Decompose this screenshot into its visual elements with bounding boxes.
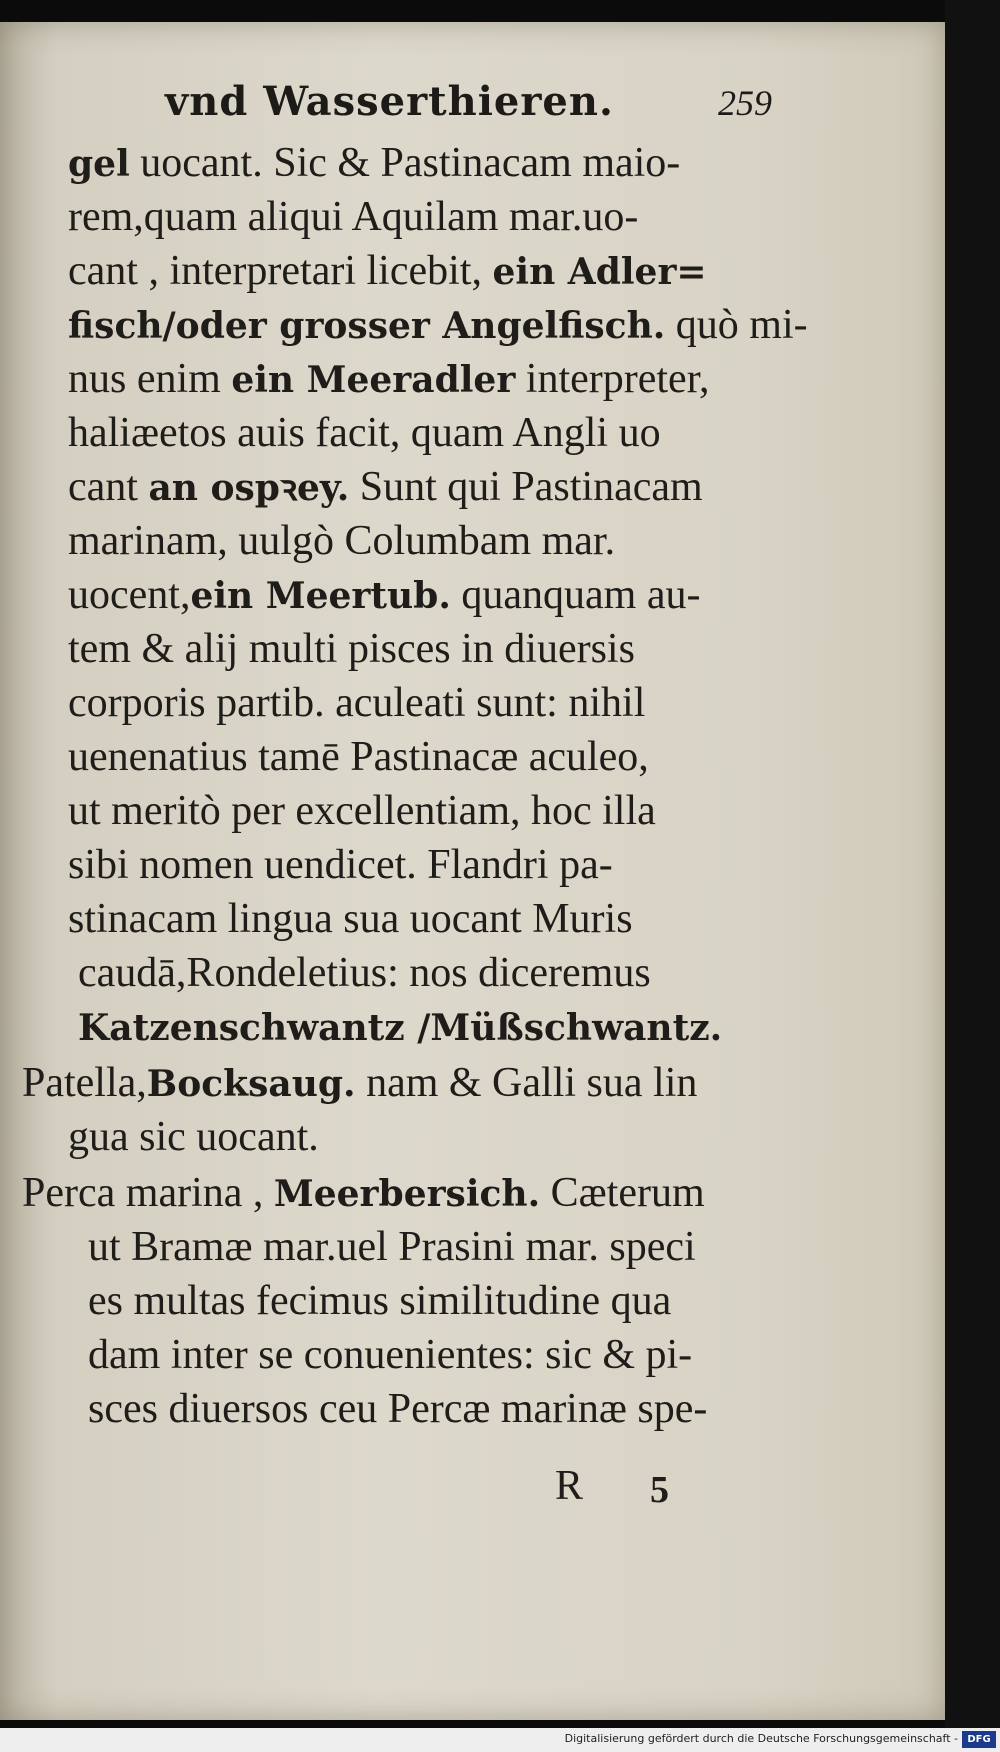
scan-border [945,0,1000,1752]
latin-text: uocant. Sic & Pastinacam maio- [129,140,681,186]
latin-text: marinam, uulgò Columbam mar. [68,518,616,564]
text-line [68,138,680,188]
blackletter-word: gel [68,143,130,185]
text-line [88,1384,707,1434]
latin-text: rem,quam aliqui Aquilam mar.uo- [68,194,639,240]
latin-text: Sunt qui Pastinacam [349,464,703,510]
running-head: vnd Wasserthieren. [165,78,614,125]
latin-text: quanquam au- [450,572,701,618]
dfg-logo: DFG [962,1731,996,1748]
latin-text: sibi nomen uendicet. Flandri pa- [68,842,613,888]
latin-text: gua sic uocant. [68,1114,319,1160]
text-line [68,408,661,458]
text-line [68,516,615,566]
latin-text: corporis partib. aculeati sunt: nihil [68,680,646,726]
text-line [78,948,651,998]
latin-text: ut Bramæ mar.uel Prasini mar. speci [88,1224,696,1270]
text-line [68,894,633,944]
latin-text: es multas fecimus similitudine qua [88,1278,672,1324]
latin-text: quò mi- [665,302,808,348]
latin-text: uenenatius tamē Pastinacæ aculeo, [68,734,649,780]
latin-text: uocent, [68,572,191,618]
text-line [68,732,649,782]
latin-text: stinacam lingua sua uocant Muris [68,896,633,942]
catchword: R [555,1463,584,1509]
blackletter-word: Bocksaug. [146,1063,356,1105]
text-line [68,624,635,674]
latin-text: tem & alij multi pisces in diuersis [68,626,635,672]
footer-bar [0,1728,1000,1752]
text-line [22,1168,705,1218]
latin-text: ut meritò per excellentiam, hoc illa [68,788,656,834]
latin-text: Cæterum [540,1170,705,1216]
blackletter-word: ein Meertub. [190,575,451,617]
latin-text: sces diuersos ceu Percæ marinæ spe- [88,1386,708,1432]
text-line [68,462,703,512]
signature-mark: 5 [650,1469,669,1511]
blackletter-word: fisch/oder grosser Angelfisch. [68,305,666,347]
text-line [22,1058,697,1108]
text-line [68,246,707,296]
text-line [68,1112,319,1162]
text-line [68,300,808,350]
latin-text: haliæetos auis facit, quam Angli uo [68,410,661,456]
text-line [68,192,638,242]
latin-text: Patella, [22,1060,147,1106]
blackletter-word: ein Meeradler [231,359,516,401]
text-line [68,840,613,890]
blackletter-word: Meerbersich. [273,1173,541,1215]
latin-text: nam & Galli sua lin [355,1060,698,1106]
text-line [68,678,645,728]
latin-text: cant [68,464,149,510]
latin-text: cant , interpretari licebit, [68,248,493,294]
blackletter-word: Katzenschwantz /Müßschwantz. [78,1007,723,1049]
latin-text: nus enim [68,356,232,402]
latin-text: caudā,Rondeletius: nos diceremus [78,950,651,996]
text-line [88,1222,696,1272]
text-line [68,786,656,836]
text-line [68,354,710,404]
text-line [78,1002,722,1052]
footer-credit: Digitalisierung gefördert durch die Deutsche Forschungsgemeinschaft - [564,1732,958,1745]
text-line [88,1276,671,1326]
text-line [68,570,700,620]
latin-text: dam inter se conuenientes: sic & pi- [88,1332,693,1378]
blackletter-word: an ospꝛey. [148,467,350,509]
blackletter-word: ein Adler= [492,251,707,293]
latin-text: interpreter, [515,356,710,402]
text-line [88,1330,692,1380]
page-number: 259 [718,83,772,123]
latin-text: Perca marina , [22,1170,274,1216]
